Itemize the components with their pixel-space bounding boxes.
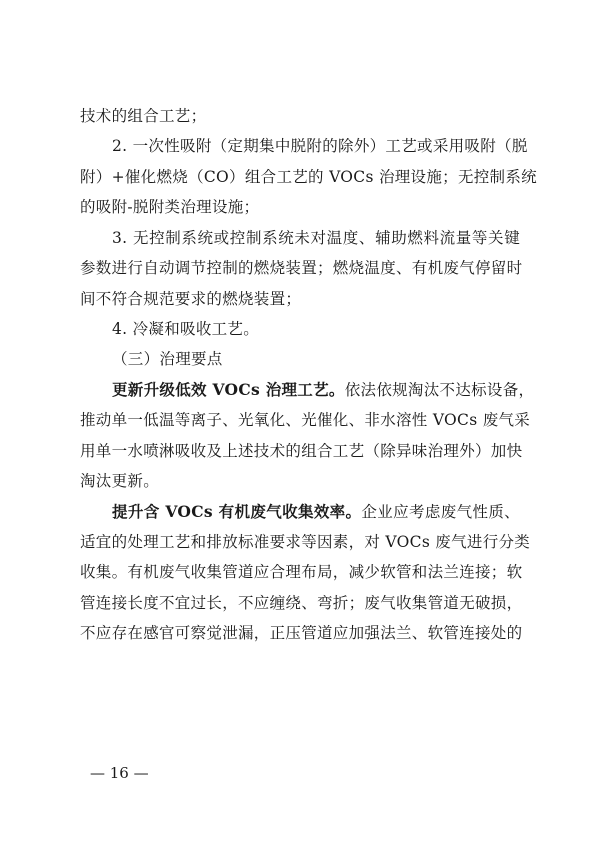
paragraph-lead-bold: 提升含 VOCs 有机废气收集效率。 bbox=[112, 502, 362, 521]
body-line: 技术的组合工艺； bbox=[80, 107, 207, 125]
paragraph-lead-bold: 更新升级低效 VOCs 治理工艺。 bbox=[112, 380, 345, 399]
body-line: 淘汰更新。 bbox=[80, 472, 160, 490]
body-line: 用单一水喷淋吸收及上述技术的组合工艺（除异味治理外）加快 bbox=[80, 442, 523, 460]
body-line: 参数进行自动调节控制的燃烧装置；燃烧温度、有机废气停留时 bbox=[80, 259, 523, 277]
body-line: 附）+催化燃烧（CO）组合工艺的 VOCs 治理设施；无控制系统 bbox=[80, 168, 537, 186]
list-item-2: 2. 一次性吸附（定期集中脱附的除外）工艺或采用吸附（脱 bbox=[112, 137, 528, 155]
body-line: 的吸附-脱附类治理设施； bbox=[80, 198, 260, 216]
paragraph-lead-rest: 依法依规淘汰不达标设备， bbox=[344, 381, 535, 399]
body-line: 推动单一低温等离子、光氧化、光催化、非水溶性 VOCs 废气采 bbox=[80, 411, 531, 429]
body-line: 不应存在感官可察觉泄漏，正压管道应加强法兰、软管连接处的 bbox=[80, 624, 523, 642]
paragraph-lead-rest: 企业应考虑废气性质、 bbox=[361, 503, 520, 521]
body-line: 适宜的处理工艺和排放标准要求等因素，对 VOCs 废气进行分类 bbox=[80, 533, 531, 551]
body-line: 管连接长度不宜过长，不应缠绕、弯折；废气收集管道无破损， bbox=[80, 594, 523, 612]
body-line: 收集。有机废气收集管道应合理布局，减少软管和法兰连接；软 bbox=[80, 563, 523, 581]
page-number: — 16 — bbox=[90, 764, 149, 782]
list-item-4: 4. 冷凝和吸收工艺。 bbox=[112, 320, 260, 338]
list-item-3: 3. 无控制系统或控制系统未对温度、辅助燃料流量等关键 bbox=[112, 229, 520, 247]
body-line: 间不符合规范要求的燃烧装置； bbox=[80, 290, 302, 308]
section-heading: （三）治理要点 bbox=[112, 350, 223, 368]
paragraph-lead-line bbox=[112, 502, 520, 522]
paragraph-lead-line bbox=[112, 380, 535, 400]
